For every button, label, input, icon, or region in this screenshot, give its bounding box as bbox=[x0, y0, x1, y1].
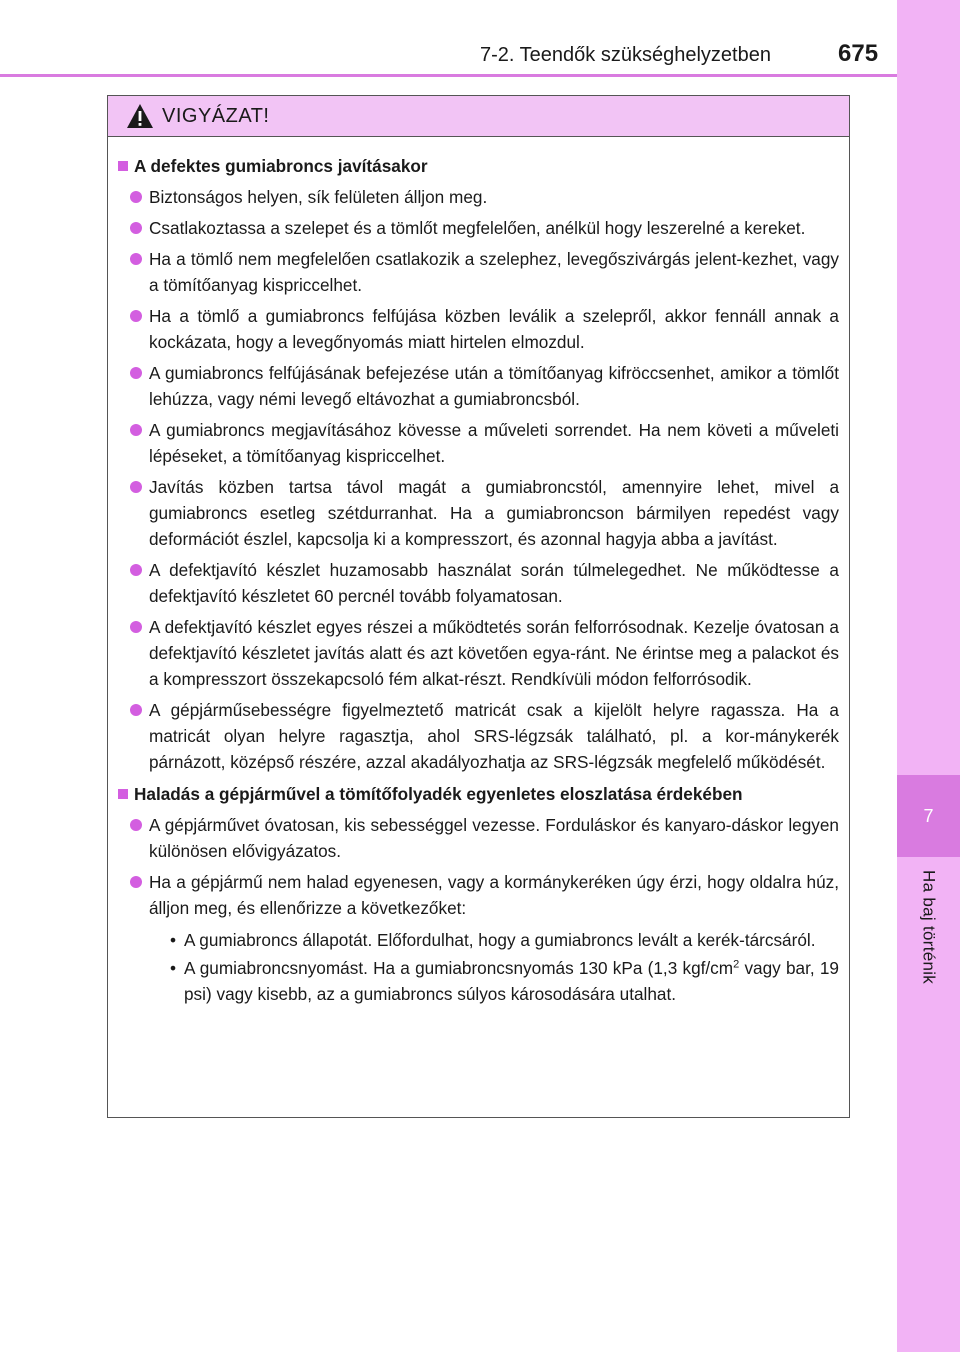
warning-box bbox=[107, 95, 850, 1118]
circle-bullet-icon bbox=[130, 819, 142, 831]
warning-content bbox=[108, 137, 849, 1007]
list-item: Javítás közben tartsa távol magát a gumiabroncstól, amennyire lehet, mivel a gumiabroncs esetleg szétdurranhat. Ha a gumiabroncson bármilyen repedést vagy deformációt észlel, kapcsolja ki a kompresszort, és azonnal hagyja abba a javítást. bbox=[118, 474, 839, 552]
page-number: 675 bbox=[838, 40, 879, 67]
square-bullet-icon bbox=[118, 789, 128, 799]
list-item: Csatlakoztassa a szelepet és a tömlőt megfelelően, anélkül hogy leszerelné a kereket. bbox=[118, 215, 839, 241]
warning-title: VIGYÁZAT! bbox=[162, 104, 270, 127]
section-heading: A defektes gumiabroncs javításakor bbox=[118, 153, 839, 179]
circle-bullet-icon bbox=[130, 222, 142, 234]
circle-bullet-icon bbox=[130, 481, 142, 493]
pressure-text: A gumiabroncsnyomást. Ha a gumiabroncsnyomás 130 kPa (1,3 kgf/cm bbox=[184, 958, 734, 978]
section-title: 7-2. Teendők szükséghelyzetben bbox=[480, 44, 771, 66]
list-item: A defektjavító készlet egyes részei a működtetés során felforrósodnak. Kezelje óvatosan a defektjavító készletet javítás alatt és azt követően egya-ránt. Ne érintse meg a palackot és a kompresszort összekapcsoló fém alkat-részt. Rendkívüli módon felforrósodik. bbox=[118, 614, 839, 692]
circle-bullet-icon bbox=[130, 876, 142, 888]
superscript: 2 bbox=[733, 958, 740, 971]
circle-bullet-icon bbox=[130, 191, 142, 203]
circle-bullet-icon bbox=[130, 704, 142, 716]
warning-triangle-icon bbox=[126, 103, 154, 129]
chapter-label: Ha baj történik bbox=[919, 870, 939, 985]
circle-bullet-icon bbox=[130, 424, 142, 436]
list-item: A gumiabroncs felfújásának befejezése után a tömítőanyag kifröccsenhet, amikor a tömlőt lehúzza, vagy némi levegő eltávozhat a gumiabroncsból. bbox=[118, 360, 839, 412]
list-item: A gumiabroncs megjavításához kövesse a műveleti sorrendet. Ha nem követi a műveleti lépéseket, a tömítőanyag kispriccelhet. bbox=[118, 417, 839, 469]
circle-bullet-icon bbox=[130, 367, 142, 379]
list-item: A gépjárművet óvatosan, kis sebességgel vezesse. Forduláskor és kanyaro-dáskor legyen különösen elővigyázatos. bbox=[118, 812, 839, 864]
header-divider bbox=[0, 74, 897, 77]
warning-header bbox=[108, 96, 849, 137]
sub-list-item bbox=[118, 955, 839, 1007]
chapter-label-tab bbox=[897, 870, 960, 1020]
list-item: A gépjárműsebességre figyelmeztető matricát csak a kijelölt helyre ragassza. Ha a matricát olyan helyre ragasztja, ahol SRS-légzsák található, pl. a kor-mánykerék párnázott, középső részére, azzal akadályozhatja az SRS-légzsák megfelelő működését. bbox=[118, 697, 839, 775]
section-heading: Haladás a gépjárművel a tömítőfolyadék egyenletes eloszlatása érdekében bbox=[118, 781, 839, 807]
bullet-dot: • bbox=[170, 958, 177, 978]
circle-bullet-icon bbox=[130, 310, 142, 322]
circle-bullet-icon bbox=[130, 564, 142, 576]
list-item: Ha a tömlő nem megfelelően csatlakozik a szelephez, levegőszivárgás jelent-kezhet, vagy a tömítőanyag kispriccelhet. bbox=[118, 246, 839, 298]
list-item: Ha a gépjármű nem halad egyenesen, vagy a kormánykeréken úgy érzi, hogy oldalra húz, álljon meg, és ellenőrizze a következőket: bbox=[118, 869, 839, 921]
circle-bullet-icon bbox=[130, 253, 142, 265]
list-item: Ha a tömlő a gumiabroncs felfújása közben leválik a szelepről, akkor fennáll annak a kockázata, hogy a levegőnyomás miatt hirtelen elmozdul. bbox=[118, 303, 839, 355]
list-item: A defektjavító készlet huzamosabb használat során túlmelegedhet. Ne működtesse a defektjavító készletet 60 percnél tovább folyamatosan. bbox=[118, 557, 839, 609]
chapter-number: 7 bbox=[923, 805, 934, 826]
bullet-dot: • bbox=[170, 930, 177, 950]
sub-list-item: • A gumiabroncs állapotát. Előfordulhat, hogy a gumiabroncs levált a kerék-tárcsáról. bbox=[118, 927, 839, 953]
list-item: Biztonságos helyen, sík felületen álljon meg. bbox=[118, 184, 839, 210]
circle-bullet-icon bbox=[130, 621, 142, 633]
chapter-number-tab[interactable] bbox=[897, 775, 960, 857]
square-bullet-icon bbox=[118, 161, 128, 171]
pressure-text-continued: vagy bar, 19 psi) vagy kisebb, az a gumiabroncs súlyos károsodására utalhat. bbox=[184, 958, 839, 1004]
side-tab-strip bbox=[897, 0, 960, 1352]
